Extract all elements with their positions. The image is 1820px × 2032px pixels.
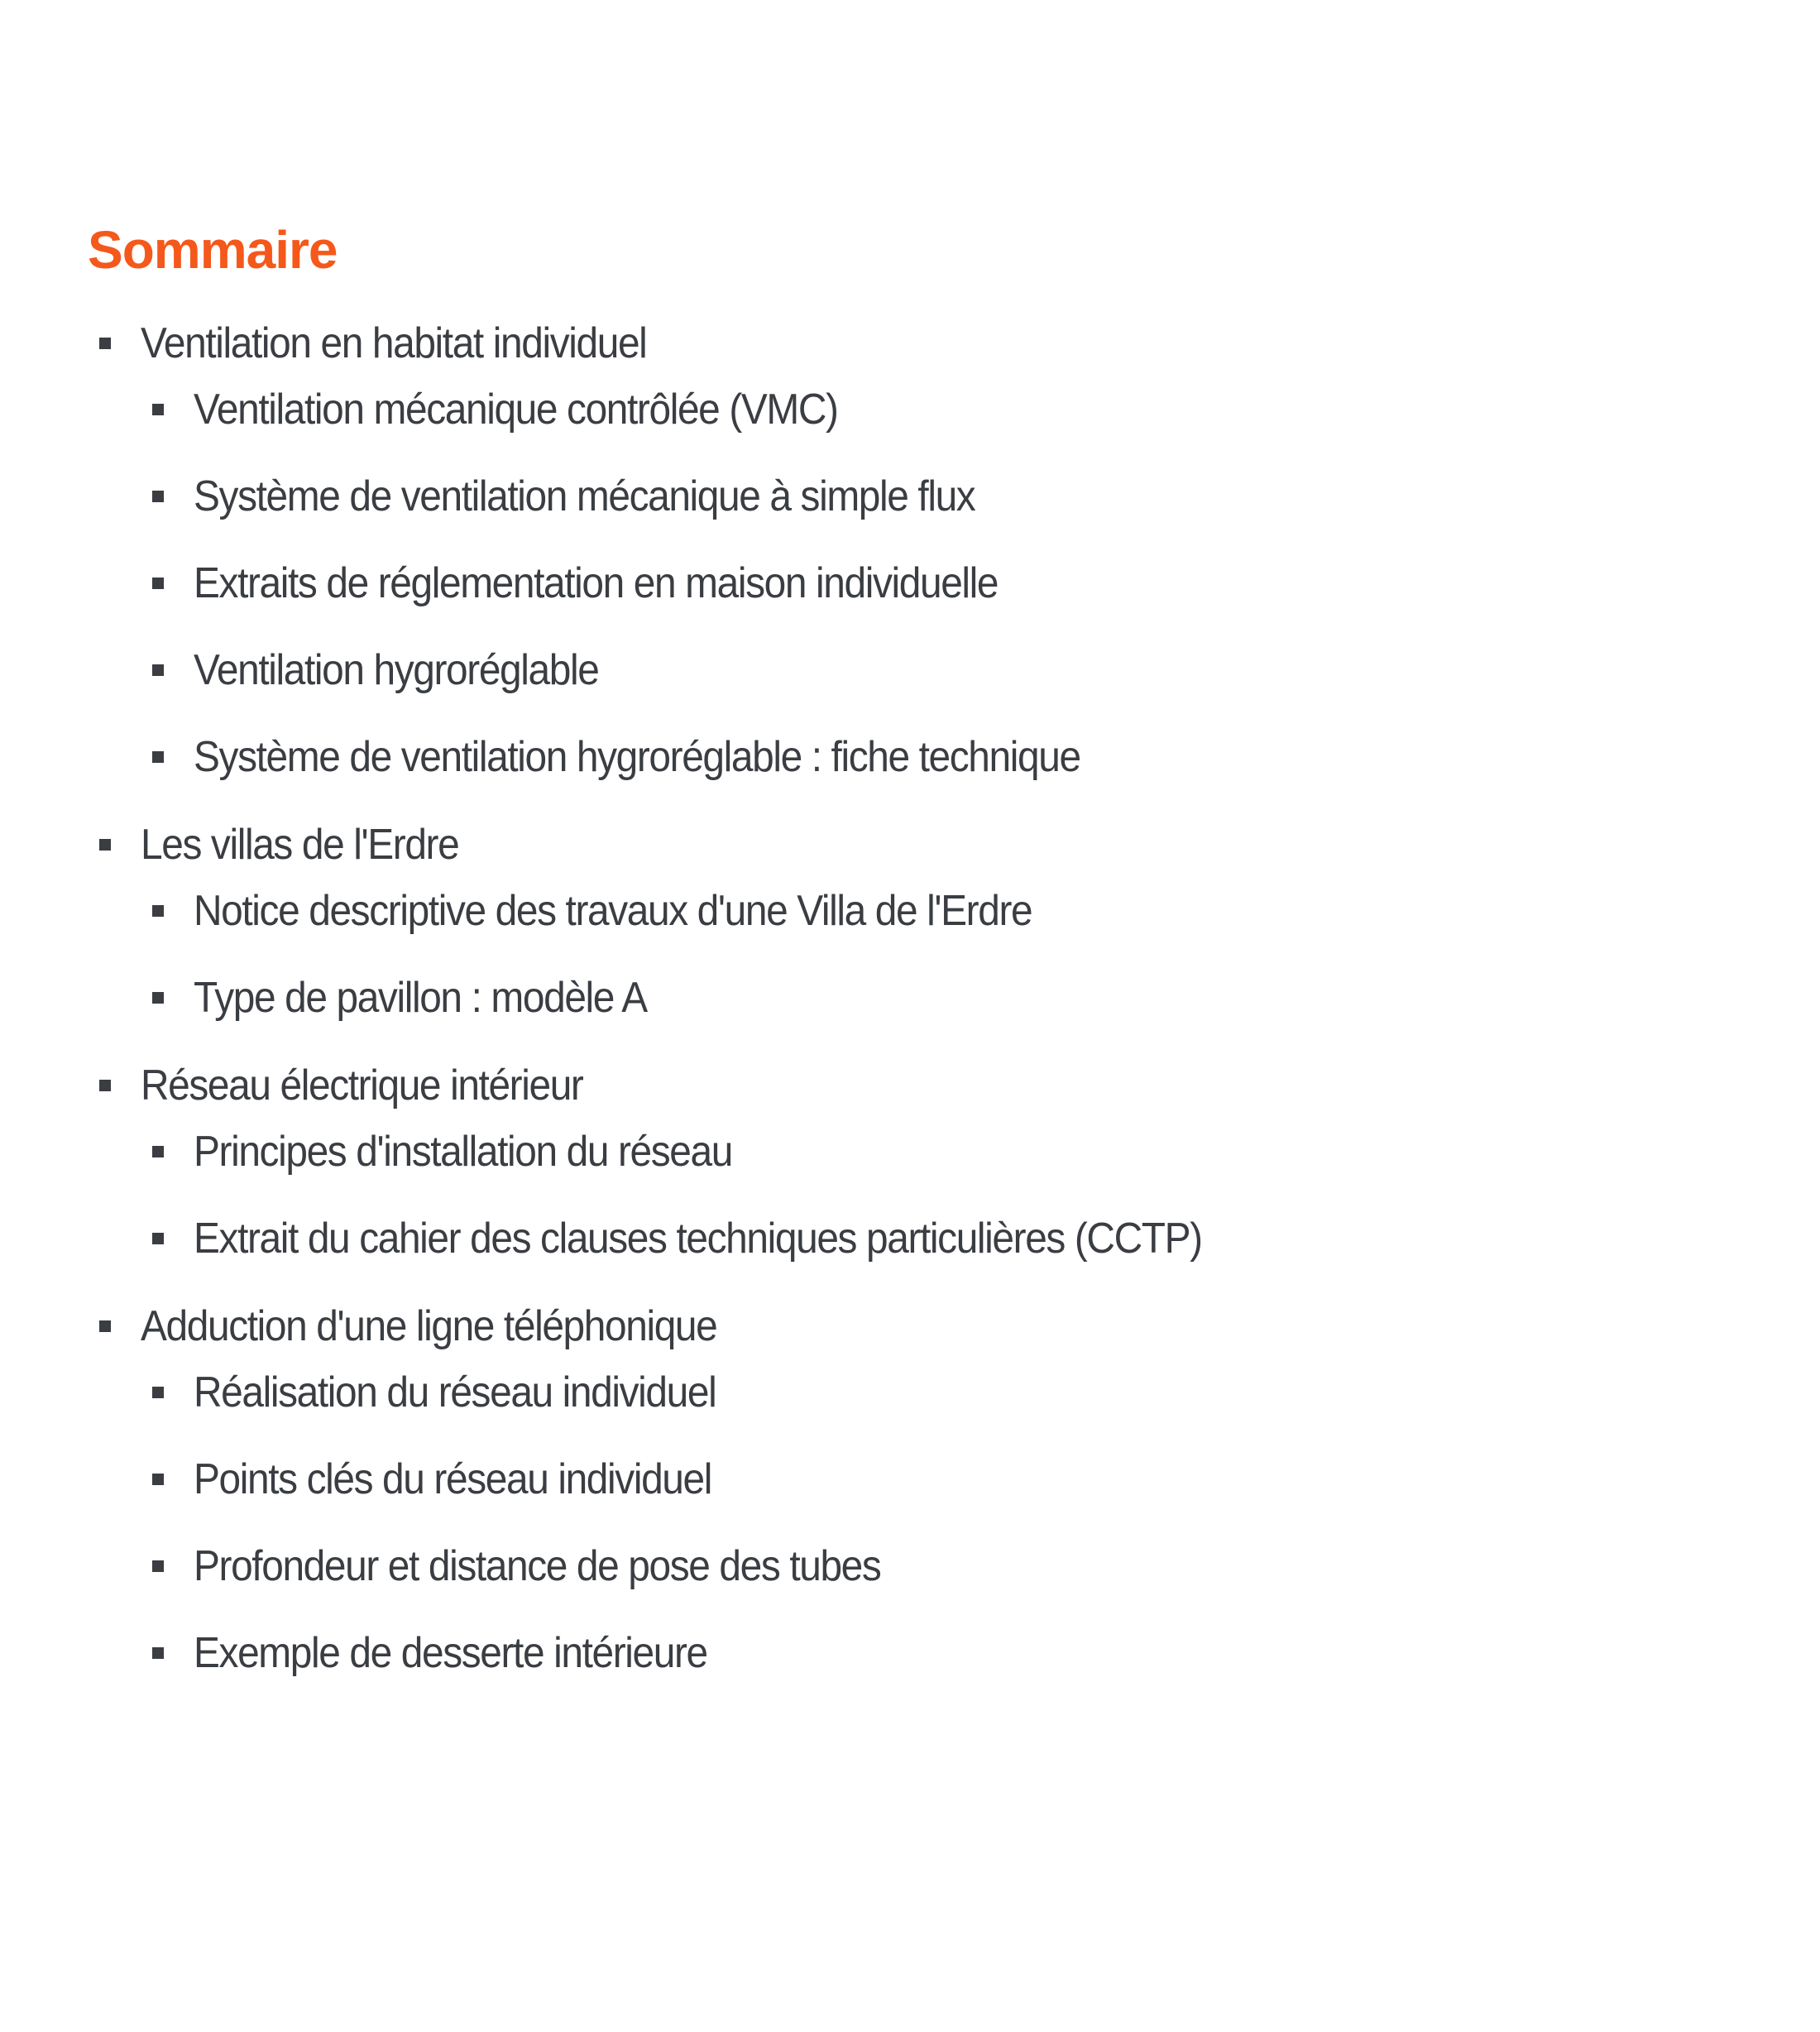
toc-section (88, 319, 1742, 782)
toc-section-link[interactable] (88, 1061, 1742, 1110)
square-bullet-icon (152, 905, 164, 917)
toc-subitem-label: Système de ventilation mécanique à simple flux (194, 472, 975, 520)
toc-subitem-label: Profondeur et distance de pose des tubes (194, 1542, 881, 1590)
toc-subitem-label: Extrait du cahier des clauses techniques particulières (CCTP) (194, 1215, 1202, 1263)
toc-subitem-link[interactable] (141, 385, 1742, 434)
toc-subitem-label: Notice descriptive des travaux d'une Villa de l'Erdre (194, 887, 1032, 935)
square-bullet-icon (152, 491, 164, 502)
toc-title: Sommaire (88, 220, 338, 280)
toc-subitem-label: Type de pavillon : modèle A (194, 974, 647, 1022)
toc-subitem-link[interactable] (141, 558, 1742, 608)
square-bullet-icon (152, 1474, 164, 1485)
toc-subitem-link[interactable] (141, 732, 1742, 782)
square-bullet-icon (152, 1560, 164, 1572)
square-bullet-icon (152, 992, 164, 1004)
toc-list (88, 319, 1742, 1678)
square-bullet-icon (152, 664, 164, 676)
toc-section-link[interactable] (88, 1301, 1742, 1351)
square-bullet-icon (152, 577, 164, 589)
toc-subitem-link[interactable] (141, 1368, 1742, 1417)
square-bullet-icon (152, 1387, 164, 1398)
table-of-contents (88, 217, 1742, 1716)
toc-section (88, 1061, 1742, 1263)
toc-sublist (141, 886, 1742, 1023)
toc-subitem-label: Système de ventilation hygroréglable : fiche technique (194, 733, 1080, 781)
toc-section-link[interactable] (88, 319, 1742, 368)
toc-sublist (141, 1127, 1742, 1263)
toc-subitem-link[interactable] (141, 1455, 1742, 1504)
toc-sublist (141, 385, 1742, 782)
square-bullet-icon (99, 338, 111, 349)
square-bullet-icon (152, 1647, 164, 1659)
square-bullet-icon (152, 751, 164, 763)
toc-section-link[interactable] (88, 820, 1742, 870)
toc-subitem-label: Ventilation mécanique contrôlée (VMC) (194, 386, 838, 434)
square-bullet-icon (152, 404, 164, 415)
square-bullet-icon (152, 1146, 164, 1157)
toc-subitem-link[interactable] (141, 472, 1742, 521)
toc-subitem-link[interactable] (141, 1628, 1742, 1678)
toc-subitem-label: Points clés du réseau individuel (194, 1455, 712, 1503)
square-bullet-icon (152, 1233, 164, 1244)
square-bullet-icon (99, 839, 111, 851)
toc-section-label: Adduction d'une ligne téléphonique (141, 1302, 717, 1350)
toc-subitem-link[interactable] (141, 886, 1742, 936)
square-bullet-icon (99, 1080, 111, 1091)
toc-section (88, 1301, 1742, 1678)
toc-subitem-label: Réalisation du réseau individuel (194, 1368, 716, 1416)
toc-subitem-label: Extraits de réglementation en maison individuelle (194, 559, 999, 607)
toc-section-label: Ventilation en habitat individuel (141, 319, 647, 367)
toc-section-label: Réseau électrique intérieur (141, 1062, 583, 1109)
toc-subitem-label: Exemple de desserte intérieure (194, 1629, 707, 1677)
toc-section (88, 820, 1742, 1023)
toc-subitem-label: Ventilation hygroréglable (194, 646, 599, 694)
toc-subitem-label: Principes d'installation du réseau (194, 1128, 733, 1176)
toc-subitem-link[interactable] (141, 1541, 1742, 1591)
toc-subitem-link[interactable] (141, 1214, 1742, 1263)
toc-subitem-link[interactable] (141, 645, 1742, 695)
toc-subitem-link[interactable] (141, 1127, 1742, 1177)
square-bullet-icon (99, 1320, 111, 1332)
toc-sublist (141, 1368, 1742, 1678)
toc-subitem-link[interactable] (141, 973, 1742, 1023)
toc-section-label: Les villas de l'Erdre (141, 821, 459, 869)
